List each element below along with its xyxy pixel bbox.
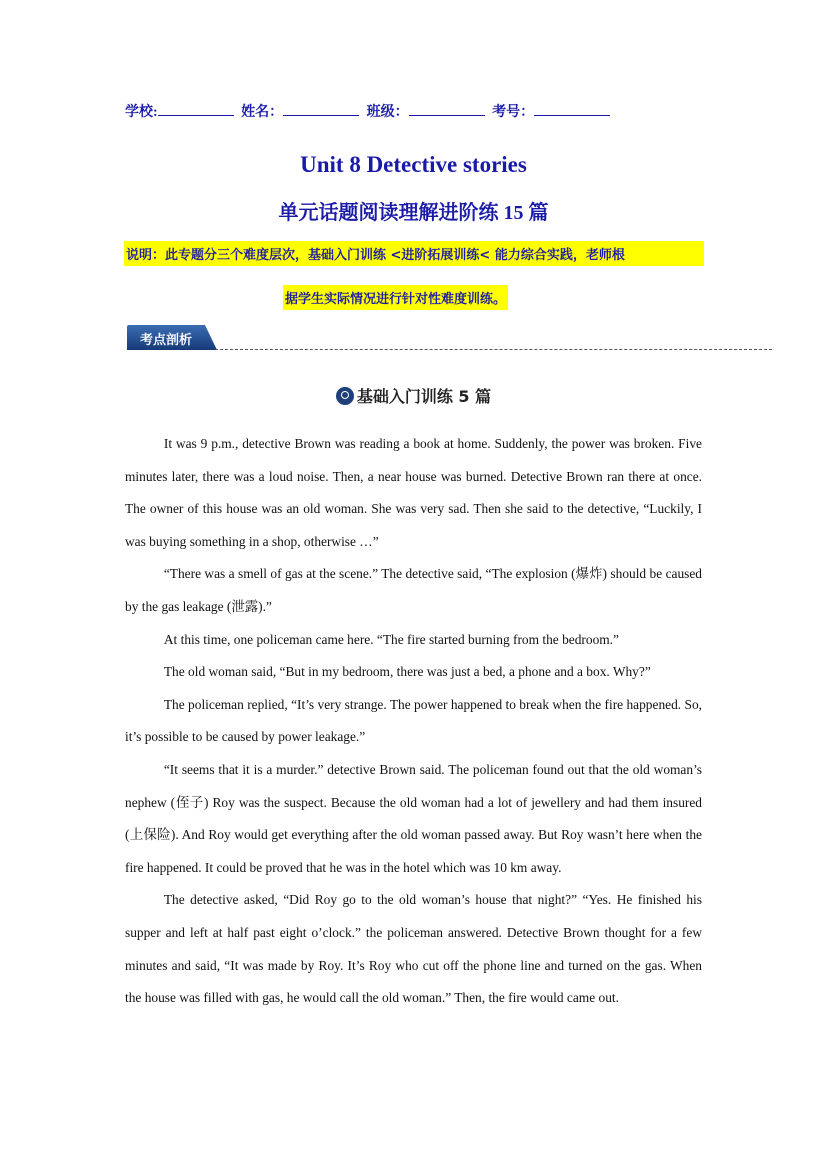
name-blank[interactable] xyxy=(283,102,359,116)
paragraph: It was 9 p.m., detective Brown was reading a book at home. Suddenly, the power was broken. Five minutes later, there was a loud noise. Then, a near house was burned. Detective Brown ran there at once. The owner of this house was an old woman. She was very sad. Then she said to the detective, “Luckily, I was buying something in a shop, otherwise …” xyxy=(125,436,702,549)
section-heading xyxy=(0,384,827,407)
class-label: 班级： xyxy=(366,105,409,120)
class-blank[interactable] xyxy=(409,102,485,116)
paragraph: “It seems that it is a murder.” detective Brown said. The policeman found out that the old woman’s nephew (侄子) Roy was the suspect. Because the old woman had a lot of jewellery and had them insured (上保险). And Roy would get everything after the old woman passed away. But Roy wasn’t here when the fire happened. It could be proved that he was in the hotel which was 10 km away. xyxy=(125,761,702,875)
paragraph: The policeman replied, “It’s very strange. The power happened to break when the fire happened. So, it’s possible to be caused by power leakage.” xyxy=(125,696,702,745)
school-blank[interactable] xyxy=(158,102,234,116)
note-line-2: 据学生实际情况进行针对性难度训练。 xyxy=(283,285,508,310)
student-info-line xyxy=(125,101,614,121)
section-heading-text: 基础入门训练 5 篇 xyxy=(356,387,492,406)
circle-badge-icon xyxy=(336,387,354,405)
page-subtitle: 单元话题阅读理解进阶练 15 篇 xyxy=(278,202,549,224)
paragraph: The detective asked, “Did Roy go to the old woman’s house that night?” “Yes. He finished his supper and left at half past eight o’clock.” the policeman answered. Detective Brown thought for a few minutes and said, “It was made by Roy. It’s Roy who cut off the phone line and turned on the gas. When the house was filled with gas, he would call the old woman.” Then, the fire would came out. xyxy=(125,892,702,1006)
id-blank[interactable] xyxy=(534,102,610,116)
paragraph: At this time, one policeman came here. “The fire started burning from the bedroom.” xyxy=(163,631,619,647)
reading-passage xyxy=(125,428,702,1015)
id-label: 考号： xyxy=(492,105,535,120)
paragraph: The old woman said, “But in my bedroom, there was just a bed, a phone and a box. Why?” xyxy=(163,664,651,680)
note-line-1: 说明：此专题分三个难度层次，基础入门训练 <进阶拓展训练< 能力综合实践，老师根 xyxy=(124,241,704,266)
dashed-divider xyxy=(215,349,772,350)
paragraph: “There was a smell of gas at the scene.” The detective said, “The explosion (爆炸) should be caused by the gas leakage (泄露).” xyxy=(125,566,702,614)
page-title: Unit 8 Detective stories xyxy=(300,152,527,177)
school-label: 学校: xyxy=(125,105,158,120)
name-label: 姓名： xyxy=(241,105,284,120)
section-tab-label: 考点剖析 xyxy=(140,333,193,348)
